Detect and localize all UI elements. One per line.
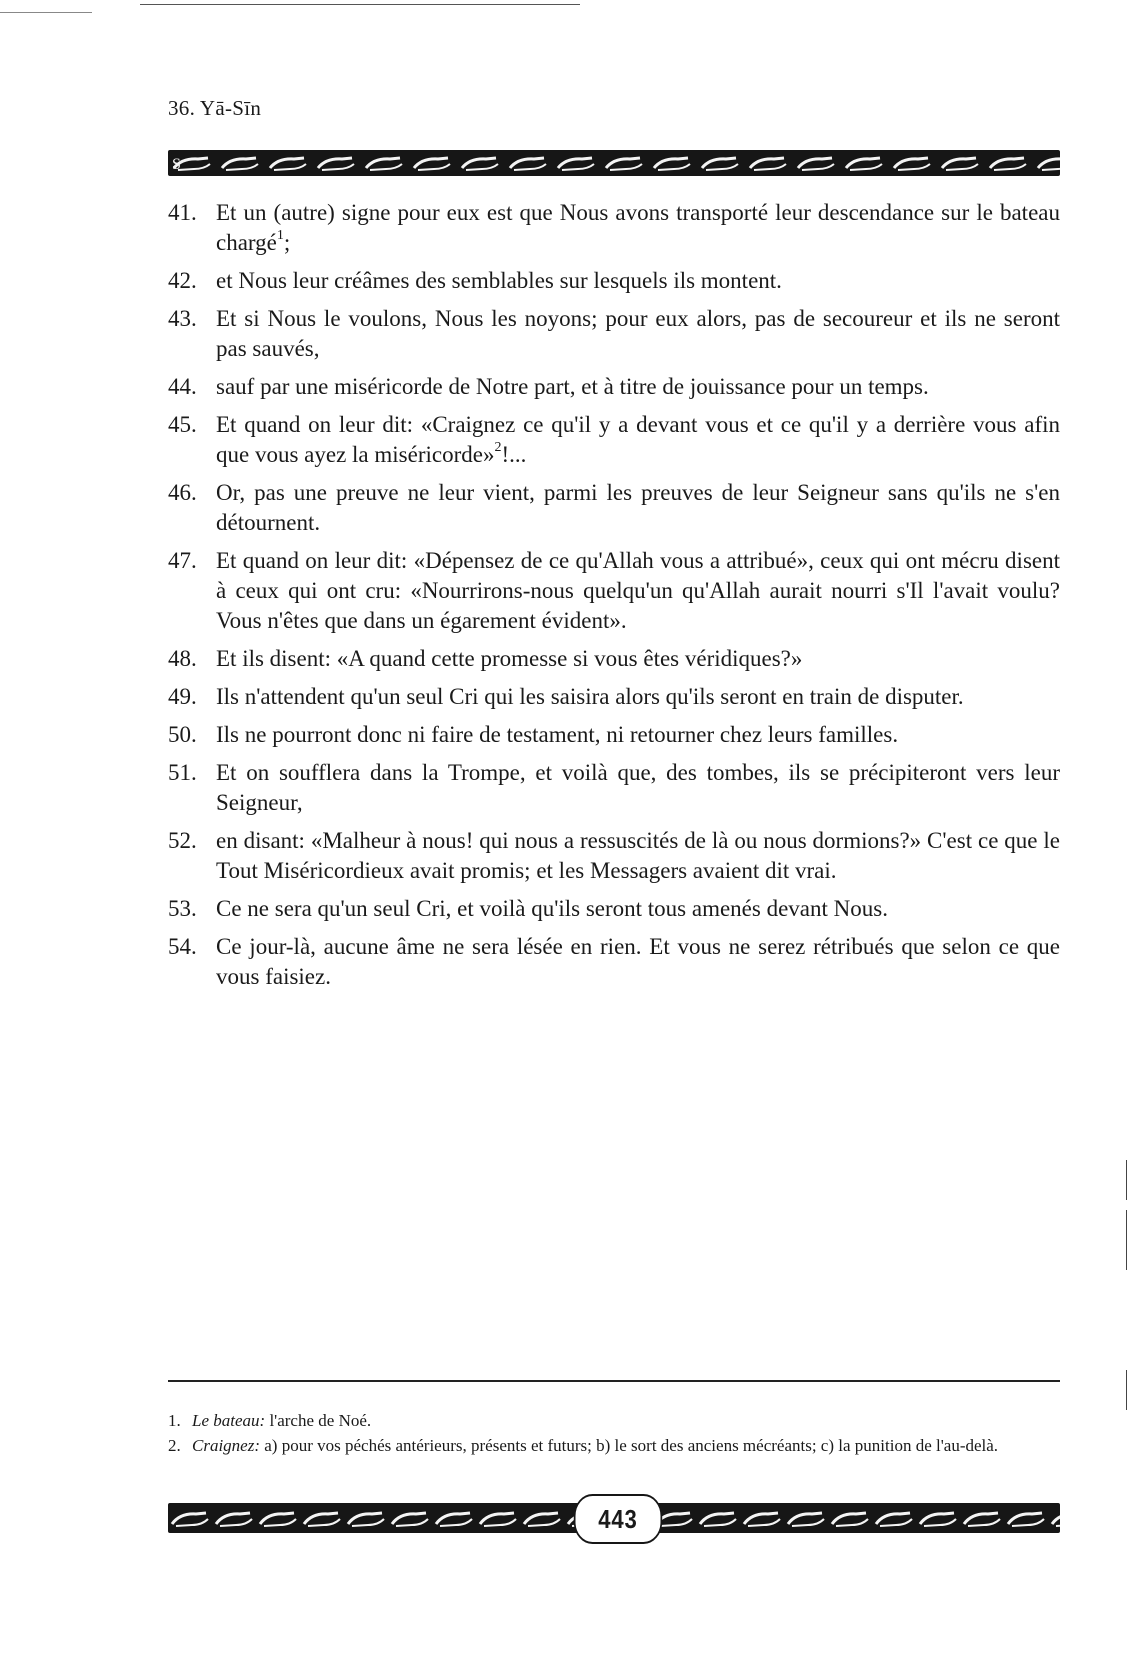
verse: [168, 266, 1060, 296]
verse-text-tail: ;: [283, 230, 291, 255]
verse: [168, 304, 1060, 364]
footnote-number: 2.: [168, 1436, 181, 1455]
verse-text: Or, pas une preuve ne leur vient, parmi les preuves de leur Seigneur sans qu'ils ne s'en détournent.: [216, 480, 1060, 535]
verse-text: sauf par une miséricorde de Notre part, et à titre de jouissance pour un temps.: [216, 374, 929, 399]
verse-number: 41.: [168, 200, 197, 225]
verse-text: Et quand on leur dit: «Craignez ce qu'il y a devant vous et ce qu'il y a derrière vous afin que vous ayez la miséricorde»: [216, 412, 1060, 467]
footnote-text: l'arche de Noé.: [269, 1411, 372, 1430]
footnote-ref: 2: [494, 440, 502, 456]
verse-number: 48.: [168, 646, 197, 671]
verse-number: 54.: [168, 934, 197, 959]
chain-ornament: [168, 150, 1060, 176]
footnote-text: a) pour vos péchés antérieurs, présents et futurs; b) le sort des anciens mécréants; c) la punition de l'au-delà.: [264, 1436, 999, 1455]
verse: [168, 644, 1060, 674]
svg-text:S: S: [172, 156, 181, 173]
footnote-ref: 1: [276, 228, 284, 244]
page-number: 443: [574, 1494, 662, 1544]
verse: [168, 478, 1060, 538]
verse: [168, 720, 1060, 750]
verse-number: 44.: [168, 374, 197, 399]
footnote: [168, 1410, 1060, 1431]
verse: [168, 198, 1060, 258]
verse-text: et Nous leur créâmes des semblables sur lesquels ils montent.: [216, 268, 782, 293]
footnotes: [168, 1410, 1060, 1460]
scan-edge-mark: [1126, 1210, 1127, 1270]
scan-edge-line: [0, 12, 92, 13]
verse-number: 46.: [168, 480, 197, 505]
verse: [168, 826, 1060, 886]
verse-text: Et quand on leur dit: «Dépensez de ce qu'Allah vous a attribué», ceux qui ont mécru disent à ceux qui ont cru: «Nourrirons-nous quelqu'un qu'Allah aurait nourri s'Il l'avait voulu? Vous n'êtes que dans un égarement évident».: [216, 548, 1060, 633]
verse-list: [168, 198, 1060, 1000]
footnote-term: Le bateau:: [192, 1411, 266, 1430]
verse: [168, 410, 1060, 470]
verse: [168, 546, 1060, 636]
verse-text: Et si Nous le voulons, Nous les noyons; pour eux alors, pas de secoureur et ils ne seront pas sauvés,: [216, 306, 1060, 361]
scan-edge-mark: [1126, 1370, 1127, 1410]
verse-text: Ce ne sera qu'un seul Cri, et voilà qu'ils seront tous amenés devant Nous.: [216, 896, 888, 921]
verse-number: 45.: [168, 412, 197, 437]
verse-number: 42.: [168, 268, 197, 293]
footnote-number: 1.: [168, 1411, 181, 1430]
verse: [168, 932, 1060, 992]
footnote-term: Craignez:: [192, 1436, 260, 1455]
verse-number: 53.: [168, 896, 197, 921]
verse-text: Et un (autre) signe pour eux est que Nous avons transporté leur descendance sur le bateau chargé: [216, 200, 1060, 255]
verse: [168, 372, 1060, 402]
verse: [168, 894, 1060, 924]
verse-text: Ils ne pourront donc ni faire de testament, ni retourner chez leurs familles.: [216, 722, 899, 747]
verse-number: 47.: [168, 548, 197, 573]
verse-text: Ce jour-là, aucune âme ne sera lésée en rien. Et vous ne serez rétribués que selon ce que vous faisiez.: [216, 934, 1060, 989]
scan-edge-mark: [1126, 1160, 1127, 1200]
verse: [168, 758, 1060, 818]
ornamental-band-top: [168, 150, 1060, 176]
verse-text-tail: !...: [501, 442, 527, 467]
footnote-divider: [168, 1380, 1060, 1382]
verse-number: 49.: [168, 684, 197, 709]
verse-text: Et ils disent: «A quand cette promesse si vous êtes véridiques?»: [216, 646, 803, 671]
verse-number: 50.: [168, 722, 197, 747]
verse-number: 43.: [168, 306, 197, 331]
verse-text: Ils n'attendent qu'un seul Cri qui les saisira alors qu'ils seront en train de disputer.: [216, 684, 964, 709]
scan-edge-line: [140, 4, 580, 5]
verse-number: 51.: [168, 760, 197, 785]
verse: [168, 682, 1060, 712]
verse-number: 52.: [168, 828, 197, 853]
running-title: 36. Yā-Sīn: [168, 96, 262, 120]
verse-text: Et on soufflera dans la Trompe, et voilà que, des tombes, ils se précipiteront vers leur Seigneur,: [216, 760, 1060, 815]
verse-text: en disant: «Malheur à nous! qui nous a ressuscités de là ou nous dormions?» C'est ce que le Tout Miséricordieux avait promis; et les Messagers avaient dit vrai.: [216, 828, 1060, 883]
footnote: [168, 1435, 1060, 1456]
